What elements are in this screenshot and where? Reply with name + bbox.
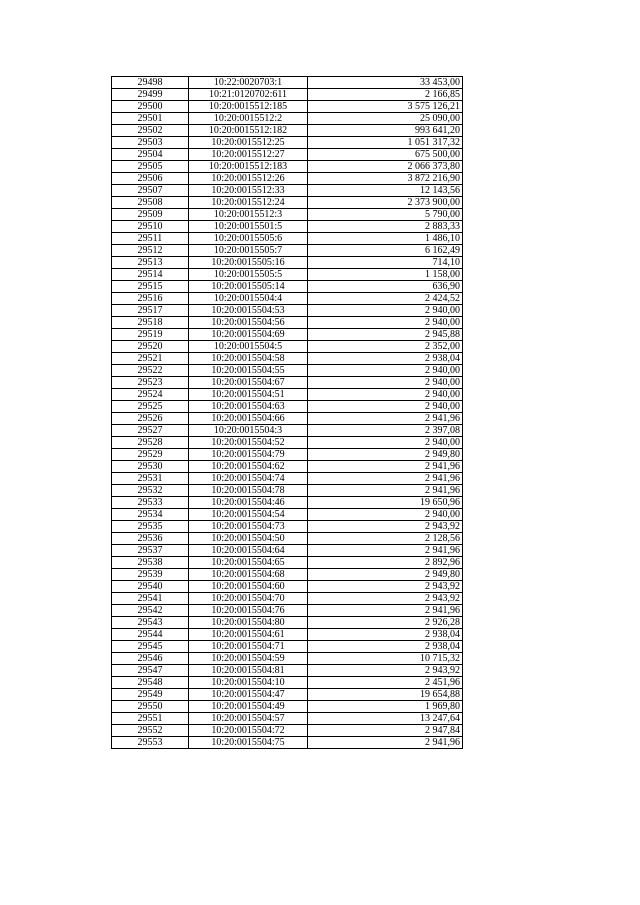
amount-cell: 2 938,04 bbox=[308, 629, 463, 641]
table-row bbox=[112, 533, 463, 545]
cadastral-number-cell: 10:20:0015504:52 bbox=[189, 437, 308, 449]
table-row bbox=[112, 449, 463, 461]
cadastral-number-cell: 10:20:0015504:71 bbox=[189, 641, 308, 653]
row-number-cell: 29526 bbox=[112, 413, 189, 425]
table-row bbox=[112, 161, 463, 173]
amount-cell: 19 650,96 bbox=[308, 497, 463, 509]
amount-cell: 1 969,80 bbox=[308, 701, 463, 713]
cadastral-number-cell: 10:20:0015504:73 bbox=[189, 521, 308, 533]
cadastral-number-cell: 10:21:0120702:611 bbox=[189, 89, 308, 101]
row-number-cell: 29512 bbox=[112, 245, 189, 257]
row-number-cell: 29506 bbox=[112, 173, 189, 185]
row-number-cell: 29538 bbox=[112, 557, 189, 569]
amount-cell: 2 938,04 bbox=[308, 641, 463, 653]
row-number-cell: 29547 bbox=[112, 665, 189, 677]
cadastral-number-cell: 10:20:0015504:49 bbox=[189, 701, 308, 713]
table-row bbox=[112, 665, 463, 677]
table-row bbox=[112, 317, 463, 329]
amount-cell: 33 453,00 bbox=[308, 77, 463, 89]
table-row bbox=[112, 137, 463, 149]
table-row bbox=[112, 557, 463, 569]
table-row bbox=[112, 401, 463, 413]
amount-cell: 2 941,96 bbox=[308, 413, 463, 425]
table-row bbox=[112, 233, 463, 245]
table-row bbox=[112, 473, 463, 485]
cadastral-number-cell: 10:20:0015512:2 bbox=[189, 113, 308, 125]
table-row bbox=[112, 413, 463, 425]
row-number-cell: 29502 bbox=[112, 125, 189, 137]
cadastral-number-cell: 10:20:0015504:63 bbox=[189, 401, 308, 413]
cadastral-number-cell: 10:20:0015504:76 bbox=[189, 605, 308, 617]
amount-cell: 6 162,49 bbox=[308, 245, 463, 257]
amount-cell: 2 945,88 bbox=[308, 329, 463, 341]
amount-cell: 1 486,10 bbox=[308, 233, 463, 245]
amount-cell: 675 500,00 bbox=[308, 149, 463, 161]
cadastral-number-cell: 10:20:0015512:24 bbox=[189, 197, 308, 209]
cadastral-number-cell: 10:20:0015512:27 bbox=[189, 149, 308, 161]
cadastral-number-cell: 10:20:0015512:26 bbox=[189, 173, 308, 185]
cadastral-number-cell: 10:20:0015504:69 bbox=[189, 329, 308, 341]
row-number-cell: 29541 bbox=[112, 593, 189, 605]
row-number-cell: 29544 bbox=[112, 629, 189, 641]
amount-cell: 3 872 216,90 bbox=[308, 173, 463, 185]
row-number-cell: 29522 bbox=[112, 365, 189, 377]
amount-cell: 2 166,85 bbox=[308, 89, 463, 101]
cadastral-number-cell: 10:20:0015504:57 bbox=[189, 713, 308, 725]
amount-cell: 2 940,00 bbox=[308, 401, 463, 413]
row-number-cell: 29501 bbox=[112, 113, 189, 125]
table-row bbox=[112, 509, 463, 521]
cadastral-number-cell: 10:20:0015504:66 bbox=[189, 413, 308, 425]
cadastral-number-cell: 10:20:0015501:5 bbox=[189, 221, 308, 233]
table-row bbox=[112, 257, 463, 269]
amount-cell: 2 943,92 bbox=[308, 665, 463, 677]
cadastral-number-cell: 10:20:0015504:74 bbox=[189, 473, 308, 485]
amount-cell: 2 949,80 bbox=[308, 569, 463, 581]
cadastral-number-cell: 10:20:0015504:81 bbox=[189, 665, 308, 677]
amount-cell: 2 451,96 bbox=[308, 677, 463, 689]
cadastral-number-cell: 10:20:0015504:79 bbox=[189, 449, 308, 461]
row-number-cell: 29529 bbox=[112, 449, 189, 461]
cadastral-number-cell: 10:20:0015504:64 bbox=[189, 545, 308, 557]
amount-cell: 2 940,00 bbox=[308, 365, 463, 377]
table-row bbox=[112, 101, 463, 113]
row-number-cell: 29528 bbox=[112, 437, 189, 449]
cadastral-number-cell: 10:20:0015504:3 bbox=[189, 425, 308, 437]
table-row bbox=[112, 725, 463, 737]
amount-cell: 714,10 bbox=[308, 257, 463, 269]
amount-cell: 636,90 bbox=[308, 281, 463, 293]
cadastral-number-cell: 10:20:0015504:78 bbox=[189, 485, 308, 497]
row-number-cell: 29499 bbox=[112, 89, 189, 101]
amount-cell: 2 938,04 bbox=[308, 353, 463, 365]
table-row bbox=[112, 209, 463, 221]
table-row bbox=[112, 617, 463, 629]
row-number-cell: 29525 bbox=[112, 401, 189, 413]
table-row bbox=[112, 197, 463, 209]
cadastral-number-cell: 10:20:0015504:68 bbox=[189, 569, 308, 581]
cadastral-number-cell: 10:20:0015505:5 bbox=[189, 269, 308, 281]
table-row bbox=[112, 437, 463, 449]
amount-cell: 10 715,32 bbox=[308, 653, 463, 665]
row-number-cell: 29511 bbox=[112, 233, 189, 245]
amount-cell: 2 940,00 bbox=[308, 389, 463, 401]
row-number-cell: 29553 bbox=[112, 737, 189, 749]
table-row bbox=[112, 329, 463, 341]
row-number-cell: 29500 bbox=[112, 101, 189, 113]
amount-cell: 2 940,00 bbox=[308, 377, 463, 389]
table-row bbox=[112, 569, 463, 581]
amount-cell: 2 947,84 bbox=[308, 725, 463, 737]
cadastral-number-cell: 10:20:0015512:3 bbox=[189, 209, 308, 221]
cadastral-number-cell: 10:20:0015504:72 bbox=[189, 725, 308, 737]
amount-cell: 1 158,00 bbox=[308, 269, 463, 281]
row-number-cell: 29536 bbox=[112, 533, 189, 545]
amount-cell: 2 128,56 bbox=[308, 533, 463, 545]
table-row bbox=[112, 269, 463, 281]
cadastral-number-cell: 10:20:0015504:65 bbox=[189, 557, 308, 569]
row-number-cell: 29542 bbox=[112, 605, 189, 617]
amount-cell: 2 943,92 bbox=[308, 581, 463, 593]
table-row bbox=[112, 701, 463, 713]
row-number-cell: 29539 bbox=[112, 569, 189, 581]
row-number-cell: 29530 bbox=[112, 461, 189, 473]
cadastral-number-cell: 10:20:0015504:51 bbox=[189, 389, 308, 401]
cadastral-number-cell: 10:20:0015504:10 bbox=[189, 677, 308, 689]
row-number-cell: 29517 bbox=[112, 305, 189, 317]
row-number-cell: 29535 bbox=[112, 521, 189, 533]
amount-cell: 2 943,92 bbox=[308, 521, 463, 533]
amount-cell: 993 641,20 bbox=[308, 125, 463, 137]
amount-cell: 2 373 900,00 bbox=[308, 197, 463, 209]
cadastral-number-cell: 10:22:0020703:1 bbox=[189, 77, 308, 89]
table-row bbox=[112, 185, 463, 197]
row-number-cell: 29519 bbox=[112, 329, 189, 341]
amount-cell: 5 790,00 bbox=[308, 209, 463, 221]
row-number-cell: 29524 bbox=[112, 389, 189, 401]
table-row bbox=[112, 89, 463, 101]
table-row bbox=[112, 737, 463, 749]
cadastral-number-cell: 10:20:0015504:59 bbox=[189, 653, 308, 665]
row-number-cell: 29532 bbox=[112, 485, 189, 497]
cadastral-number-cell: 10:20:0015512:182 bbox=[189, 125, 308, 137]
amount-cell: 2 883,33 bbox=[308, 221, 463, 233]
amount-cell: 2 943,92 bbox=[308, 593, 463, 605]
table-row bbox=[112, 113, 463, 125]
table-row bbox=[112, 221, 463, 233]
amount-cell: 19 654,88 bbox=[308, 689, 463, 701]
row-number-cell: 29552 bbox=[112, 725, 189, 737]
table-row bbox=[112, 389, 463, 401]
row-number-cell: 29534 bbox=[112, 509, 189, 521]
amount-cell: 2 940,00 bbox=[308, 317, 463, 329]
row-number-cell: 29523 bbox=[112, 377, 189, 389]
cadastral-number-cell: 10:20:0015504:75 bbox=[189, 737, 308, 749]
cadastral-number-cell: 10:20:0015504:46 bbox=[189, 497, 308, 509]
cadastral-number-cell: 10:20:0015504:61 bbox=[189, 629, 308, 641]
table-row bbox=[112, 245, 463, 257]
table-row bbox=[112, 689, 463, 701]
amount-cell: 2 941,96 bbox=[308, 461, 463, 473]
row-number-cell: 29551 bbox=[112, 713, 189, 725]
amount-cell: 1 051 317,32 bbox=[308, 137, 463, 149]
amount-cell: 2 941,96 bbox=[308, 737, 463, 749]
cadastral-number-cell: 10:20:0015512:185 bbox=[189, 101, 308, 113]
table-body bbox=[112, 77, 463, 749]
row-number-cell: 29509 bbox=[112, 209, 189, 221]
amount-cell: 2 941,96 bbox=[308, 485, 463, 497]
table-row bbox=[112, 377, 463, 389]
cadastral-number-cell: 10:20:0015512:33 bbox=[189, 185, 308, 197]
row-number-cell: 29533 bbox=[112, 497, 189, 509]
table-row bbox=[112, 293, 463, 305]
table-row bbox=[112, 713, 463, 725]
row-number-cell: 29504 bbox=[112, 149, 189, 161]
table-row bbox=[112, 485, 463, 497]
cadastral-number-cell: 10:20:0015505:6 bbox=[189, 233, 308, 245]
table-row bbox=[112, 677, 463, 689]
table-row bbox=[112, 605, 463, 617]
table-row bbox=[112, 593, 463, 605]
row-number-cell: 29521 bbox=[112, 353, 189, 365]
cadastral-number-cell: 10:20:0015504:60 bbox=[189, 581, 308, 593]
row-number-cell: 29537 bbox=[112, 545, 189, 557]
row-number-cell: 29514 bbox=[112, 269, 189, 281]
cadastral-number-cell: 10:20:0015504:50 bbox=[189, 533, 308, 545]
table-row bbox=[112, 365, 463, 377]
row-number-cell: 29540 bbox=[112, 581, 189, 593]
cadastral-number-cell: 10:20:0015505:7 bbox=[189, 245, 308, 257]
amount-cell: 2 940,00 bbox=[308, 437, 463, 449]
cadastral-number-cell: 10:20:0015504:53 bbox=[189, 305, 308, 317]
row-number-cell: 29513 bbox=[112, 257, 189, 269]
cadastral-number-cell: 10:20:0015505:16 bbox=[189, 257, 308, 269]
row-number-cell: 29505 bbox=[112, 161, 189, 173]
amount-cell: 2 949,80 bbox=[308, 449, 463, 461]
row-number-cell: 29531 bbox=[112, 473, 189, 485]
row-number-cell: 29546 bbox=[112, 653, 189, 665]
table-row bbox=[112, 281, 463, 293]
row-number-cell: 29549 bbox=[112, 689, 189, 701]
amount-cell: 13 247,64 bbox=[308, 713, 463, 725]
table-row bbox=[112, 545, 463, 557]
table-row bbox=[112, 641, 463, 653]
table-row bbox=[112, 629, 463, 641]
amount-cell: 2 424,52 bbox=[308, 293, 463, 305]
table-row bbox=[112, 77, 463, 89]
row-number-cell: 29550 bbox=[112, 701, 189, 713]
row-number-cell: 29545 bbox=[112, 641, 189, 653]
cadastral-number-cell: 10:20:0015504:80 bbox=[189, 617, 308, 629]
amount-cell: 25 090,00 bbox=[308, 113, 463, 125]
table-row bbox=[112, 305, 463, 317]
amount-cell: 2 940,00 bbox=[308, 305, 463, 317]
amount-cell: 2 352,00 bbox=[308, 341, 463, 353]
table-row bbox=[112, 353, 463, 365]
table-row bbox=[112, 149, 463, 161]
table-row bbox=[112, 425, 463, 437]
cadastral-number-cell: 10:20:0015504:58 bbox=[189, 353, 308, 365]
cadastral-number-cell: 10:20:0015505:14 bbox=[189, 281, 308, 293]
amount-cell: 2 941,96 bbox=[308, 605, 463, 617]
table-row bbox=[112, 521, 463, 533]
cadastral-number-cell: 10:20:0015512:183 bbox=[189, 161, 308, 173]
amount-cell: 2 892,96 bbox=[308, 557, 463, 569]
cadastral-number-cell: 10:20:0015504:54 bbox=[189, 509, 308, 521]
amount-cell: 2 926,28 bbox=[308, 617, 463, 629]
table-row bbox=[112, 581, 463, 593]
table-row bbox=[112, 341, 463, 353]
row-number-cell: 29527 bbox=[112, 425, 189, 437]
row-number-cell: 29498 bbox=[112, 77, 189, 89]
row-number-cell: 29518 bbox=[112, 317, 189, 329]
row-number-cell: 29503 bbox=[112, 137, 189, 149]
cadastral-number-cell: 10:20:0015512:25 bbox=[189, 137, 308, 149]
amount-cell: 2 066 373,80 bbox=[308, 161, 463, 173]
amount-cell: 12 143,56 bbox=[308, 185, 463, 197]
cadastral-number-cell: 10:20:0015504:67 bbox=[189, 377, 308, 389]
amount-cell: 2 397,08 bbox=[308, 425, 463, 437]
table-row bbox=[112, 125, 463, 137]
table-row bbox=[112, 653, 463, 665]
amount-cell: 3 575 126,21 bbox=[308, 101, 463, 113]
cadastral-number-cell: 10:20:0015504:5 bbox=[189, 341, 308, 353]
cadastral-number-cell: 10:20:0015504:56 bbox=[189, 317, 308, 329]
cadastral-number-cell: 10:20:0015504:70 bbox=[189, 593, 308, 605]
row-number-cell: 29543 bbox=[112, 617, 189, 629]
cadastral-number-cell: 10:20:0015504:47 bbox=[189, 689, 308, 701]
table-row bbox=[112, 173, 463, 185]
amount-cell: 2 941,96 bbox=[308, 473, 463, 485]
row-number-cell: 29548 bbox=[112, 677, 189, 689]
row-number-cell: 29515 bbox=[112, 281, 189, 293]
cadastral-number-cell: 10:20:0015504:62 bbox=[189, 461, 308, 473]
row-number-cell: 29508 bbox=[112, 197, 189, 209]
row-number-cell: 29516 bbox=[112, 293, 189, 305]
table-row bbox=[112, 461, 463, 473]
cadastral-number-cell: 10:20:0015504:4 bbox=[189, 293, 308, 305]
cadastral-number-cell: 10:20:0015504:55 bbox=[189, 365, 308, 377]
table-row bbox=[112, 497, 463, 509]
row-number-cell: 29507 bbox=[112, 185, 189, 197]
cadastral-amount-table bbox=[111, 76, 463, 749]
amount-cell: 2 940,00 bbox=[308, 509, 463, 521]
amount-cell: 2 941,96 bbox=[308, 545, 463, 557]
row-number-cell: 29520 bbox=[112, 341, 189, 353]
row-number-cell: 29510 bbox=[112, 221, 189, 233]
